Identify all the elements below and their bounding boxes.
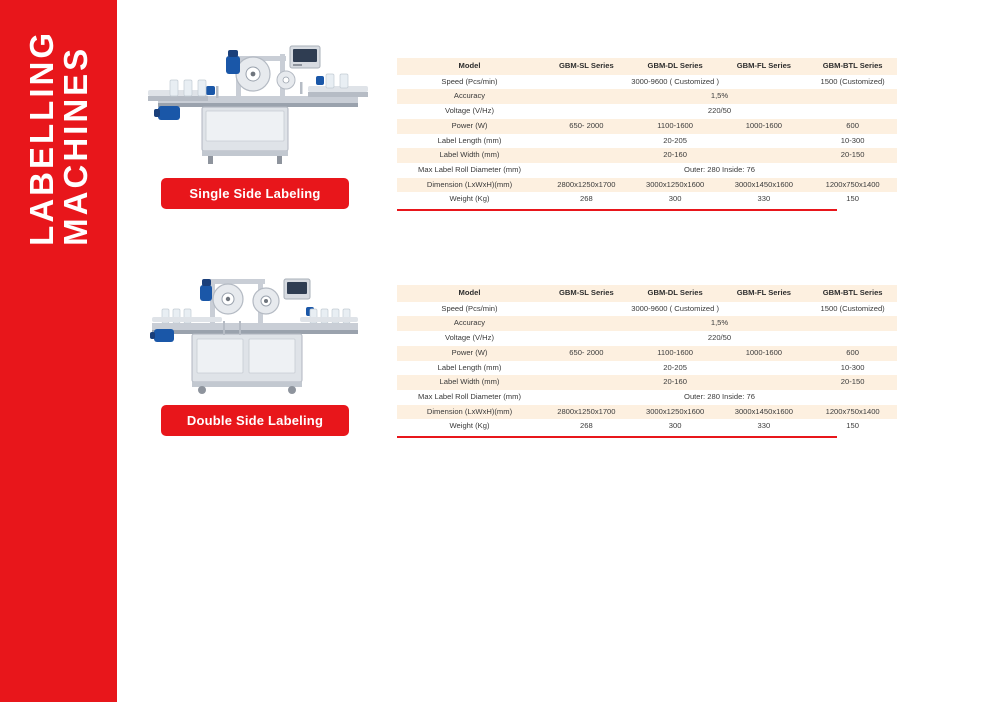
table-header-row: [397, 285, 897, 302]
table-row: [397, 405, 897, 420]
banner-line-2: MACHINES: [56, 45, 94, 246]
table-row: [397, 361, 897, 376]
table-row: [397, 390, 897, 405]
row-value: 150: [808, 419, 897, 434]
row-value: Outer: 280 Inside: 76: [542, 163, 897, 178]
row-value: 20-205: [542, 361, 808, 376]
table-header-cell: GBM-FL Series: [720, 285, 809, 302]
table-row: [397, 134, 897, 149]
row-value: 10-300: [808, 134, 897, 149]
row-value: 20-205: [542, 134, 808, 149]
table-row: [397, 104, 897, 119]
row-label: Dimension (LxWxH)(mm): [397, 405, 542, 420]
row-value: 300: [631, 419, 720, 434]
row-value: 3000x1450x1600: [720, 178, 809, 193]
single-side-labeling-machine-illustration: [140, 28, 370, 168]
machine-column: [140, 255, 370, 436]
double-side-labeling-button[interactable]: Double Side Labeling: [161, 405, 349, 436]
row-value: 1100-1600: [631, 346, 720, 361]
row-label: Max Label Roll Diameter (mm): [397, 390, 542, 405]
row-value: 1,5%: [542, 316, 897, 331]
row-value: 20-160: [542, 148, 808, 163]
row-value: 1200x750x1400: [808, 178, 897, 193]
row-value: 3000x1450x1600: [720, 405, 809, 420]
table-header-cell: Model: [397, 285, 542, 302]
spec-table-double-side: [397, 285, 897, 434]
row-value: 20-150: [808, 148, 897, 163]
row-value: 2800x1250x1700: [542, 178, 631, 193]
table-header-cell: GBM-SL Series: [542, 285, 631, 302]
table-header-row: [397, 58, 897, 75]
row-value: 1500 (Customized): [808, 302, 897, 317]
row-value: 330: [720, 419, 809, 434]
table-row: [397, 178, 897, 193]
row-value: 20-150: [808, 375, 897, 390]
row-label: Weight (Kg): [397, 192, 542, 207]
row-label: Label Width (mm): [397, 148, 542, 163]
table-row: [397, 192, 897, 207]
row-value: 1100-1600: [631, 119, 720, 134]
double-side-labeling-machine-illustration: [140, 255, 370, 395]
row-value: 1200x750x1400: [808, 405, 897, 420]
table-row: [397, 119, 897, 134]
row-value: 3000-9600 ( Customized ): [542, 302, 808, 317]
row-label: Max Label Roll Diameter (mm): [397, 163, 542, 178]
row-value: Outer: 280 Inside: 76: [542, 390, 897, 405]
page-bottom-margin: [0, 702, 1008, 712]
banner-line-1: LABELLING: [22, 30, 60, 246]
machine-column: [140, 28, 370, 209]
row-label: Accuracy: [397, 316, 542, 331]
row-label: Label Length (mm): [397, 361, 542, 376]
row-value: 600: [808, 346, 897, 361]
row-value: 1000-1600: [720, 346, 809, 361]
table-row: [397, 419, 897, 434]
table-header-cell: GBM-FL Series: [720, 58, 809, 75]
table-row: [397, 75, 897, 90]
row-label: Dimension (LxWxH)(mm): [397, 178, 542, 193]
row-value: 330: [720, 192, 809, 207]
row-label: Voltage (V/Hz): [397, 104, 542, 119]
table-row: [397, 89, 897, 104]
table-header-cell: GBM-BTL Series: [808, 58, 897, 75]
row-label: Speed (Pcs/min): [397, 75, 542, 90]
row-value: 268: [542, 419, 631, 434]
row-label: Weight (Kg): [397, 419, 542, 434]
row-value: 10-300: [808, 361, 897, 376]
row-value: 650- 2000: [542, 119, 631, 134]
table-header-cell: Model: [397, 58, 542, 75]
spec-table-single-side: [397, 58, 897, 207]
row-value: 600: [808, 119, 897, 134]
row-value: 300: [631, 192, 720, 207]
table-row: [397, 375, 897, 390]
row-value: 1000-1600: [720, 119, 809, 134]
row-value: 150: [808, 192, 897, 207]
row-value: 3000-9600 ( Customized ): [542, 75, 808, 90]
row-label: Accuracy: [397, 89, 542, 104]
row-value: 2800x1250x1700: [542, 405, 631, 420]
spec-table-double-side-wrap: [397, 285, 897, 438]
table-header-cell: GBM-DL Series: [631, 285, 720, 302]
row-value: 1,5%: [542, 89, 897, 104]
table-header-cell: GBM-DL Series: [631, 58, 720, 75]
row-label: Power (W): [397, 346, 542, 361]
side-banner: [0, 0, 117, 702]
single-side-labeling-button[interactable]: Single Side Labeling: [161, 178, 349, 209]
row-label: Label Length (mm): [397, 134, 542, 149]
table-row: [397, 331, 897, 346]
row-value: 220/50: [542, 331, 897, 346]
table-row: [397, 148, 897, 163]
row-value: 650- 2000: [542, 346, 631, 361]
row-label: Power (W): [397, 119, 542, 134]
table-row: [397, 163, 897, 178]
row-value: 20-160: [542, 375, 808, 390]
table-accent-rule: [397, 436, 837, 438]
table-header-cell: GBM-BTL Series: [808, 285, 897, 302]
row-value: 3000x1250x1600: [631, 178, 720, 193]
table-row: [397, 346, 897, 361]
row-value: 220/50: [542, 104, 897, 119]
spec-table-single-side-wrap: [397, 58, 897, 211]
table-header-cell: GBM-SL Series: [542, 58, 631, 75]
row-label: Voltage (V/Hz): [397, 331, 542, 346]
row-label: Speed (Pcs/min): [397, 302, 542, 317]
side-banner-text: [0, 0, 117, 702]
table-row: [397, 316, 897, 331]
row-value: 3000x1250x1600: [631, 405, 720, 420]
table-accent-rule: [397, 209, 837, 211]
row-label: Label Width (mm): [397, 375, 542, 390]
row-value: 1500 (Customized): [808, 75, 897, 90]
table-row: [397, 302, 897, 317]
row-value: 268: [542, 192, 631, 207]
